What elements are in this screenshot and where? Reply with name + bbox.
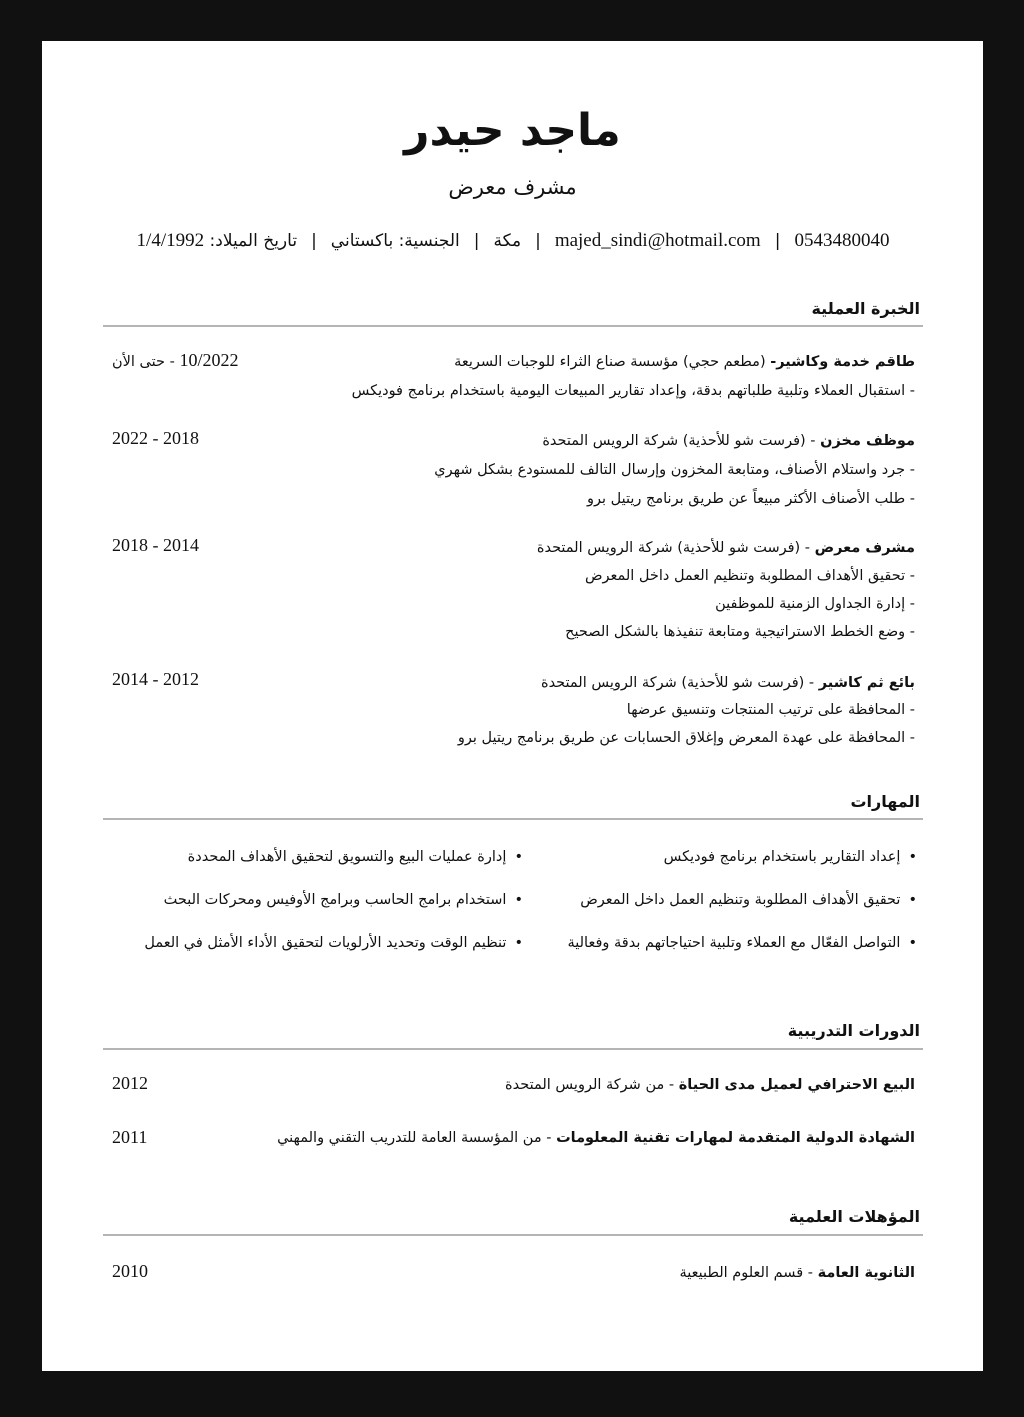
section-title-education: المؤهلات العلمية (788, 1207, 920, 1226)
job-bullet: - تحقيق الأهداف المطلوبة وتنظيم العمل داخل المعرض (584, 568, 915, 584)
section-divider (103, 818, 923, 820)
job-date: 2012 - 2014 (112, 669, 199, 689)
job-bullet: - وضع الخطط الاستراتيجية ومتابعة تنفيذها بالشكل الصحيح (565, 624, 915, 640)
skill-item: • تحقيق الأهداف المطلوبة وتنظيم العمل داخل المعرض (580, 889, 917, 911)
birth-label: تاريخ الميلاد: (209, 231, 298, 251)
job-bullet: - استقبال العملاء وتلبية طلباتهم بدقة، وإعداد تقارير المبيعات اليومية باستخدام برنامج فوديكس (351, 383, 915, 399)
course-name: البيع الاحترافي لعميل مدى الحياة (678, 1077, 915, 1093)
job-heading (537, 537, 915, 559)
degree-detail: - قسم العلوم الطبيعية (679, 1265, 818, 1281)
job-title: مشرف معرض (814, 540, 915, 556)
phone-number: 0543480040 (794, 230, 890, 251)
job-title: بائع ثم كاشير (818, 675, 915, 691)
city: مكة (493, 231, 522, 251)
skill-item: • تنظيم الوقت وتحديد الأرلويات لتحقيق الأداء الأمثل في العمل (144, 932, 523, 954)
job-date-suffix: - حتى الأن (112, 354, 180, 370)
skill-item: • استخدام برامج الحاسب وبرامج الأوفيس ومحركات البحث (164, 889, 523, 911)
job-date: 2014 - 2018 (112, 535, 199, 555)
skill-item: • إدارة عمليات البيع والتسويق لتحقيق الأهداف المحددة (188, 846, 523, 868)
job-heading (454, 351, 915, 373)
job-bullet: - إدارة الجداول الزمنية للموظفين (715, 596, 915, 612)
job-company: - (فرست شو للأحذية) شركة الرويس المتحدة (542, 433, 821, 449)
section-title-skills: المهارات (850, 792, 920, 811)
candidate-name: ماجد حيدر (404, 105, 621, 156)
skill-item: • التواصل الفعّال مع العملاء وتلبية احتياجاتهم بدقة وفعالية (567, 932, 917, 954)
course-year: 2011 (112, 1127, 148, 1147)
contact-separator: | (311, 231, 317, 251)
birth-date: 1/4/1992 (136, 230, 205, 251)
contact-separator: | (473, 231, 480, 251)
job-bullet: - المحافظة على عهدة المعرض وإغلاق الحسابات عن طريق برنامج ريتيل برو (457, 730, 915, 746)
section-title-courses: الدورات التدريبية (787, 1021, 920, 1040)
job-bullet: - المحافظة على ترتيب المنتجات وتنسيق عرضها (626, 702, 915, 718)
job-date (112, 349, 238, 373)
contact-separator: | (535, 231, 541, 251)
job-heading (542, 430, 915, 452)
contact-separator: | (774, 231, 781, 251)
email-address: majed_sindi@hotmail.com (554, 230, 761, 251)
job-date: 2018 - 2022 (112, 428, 199, 448)
section-divider (103, 1234, 923, 1236)
candidate-role: مشرف معرض (448, 175, 577, 199)
resume-page (42, 41, 983, 1371)
job-bullet: - طلب الأصناف الأكثر مبيعاً عن طريق برنامج ريتيل برو (586, 491, 915, 507)
course-item (277, 1127, 915, 1149)
skill-item: • إعداد التقارير باستخدام برنامج فوديكس (664, 846, 917, 868)
course-provider: - من شركة الرويس المتحدة (505, 1077, 679, 1093)
section-divider (103, 1048, 923, 1050)
job-company: - (فرست شو للأحذية) شركة الرويس المتحدة (536, 540, 815, 556)
job-title: موظف مخزن (820, 433, 915, 449)
course-provider: - من المؤسسة العامة للتدريب التقني والمهني (277, 1130, 557, 1146)
education-year: 2010 (112, 1261, 148, 1281)
job-date-start: 10/2022 (179, 350, 239, 370)
section-divider (103, 325, 923, 327)
course-year: 2012 (112, 1073, 148, 1093)
contact-line (116, 227, 910, 255)
job-company: - (فرست شو للأحذية) شركة الرويس المتحدة (540, 675, 819, 691)
course-item (505, 1074, 915, 1096)
course-name: الشهادة الدولية المتقدمة لمهارات تقنية المعلومات (556, 1130, 915, 1146)
nationality: الجنسية: باكستاني (330, 231, 460, 251)
job-title: طاقم خدمة وكاشير- (770, 354, 915, 370)
section-title-experience: الخبرة العملية (811, 299, 920, 318)
job-heading (541, 672, 915, 694)
job-bullet: - جرد واستلام الأصناف، ومتابعة المخزون وإرسال التالف للمستودع بشكل شهري (434, 462, 915, 478)
education-item (679, 1262, 915, 1284)
job-company: (مطعم حجي) مؤسسة صناع الثراء للوجبات السريعة (454, 354, 771, 370)
degree-name: الثانوية العامة (817, 1265, 915, 1281)
